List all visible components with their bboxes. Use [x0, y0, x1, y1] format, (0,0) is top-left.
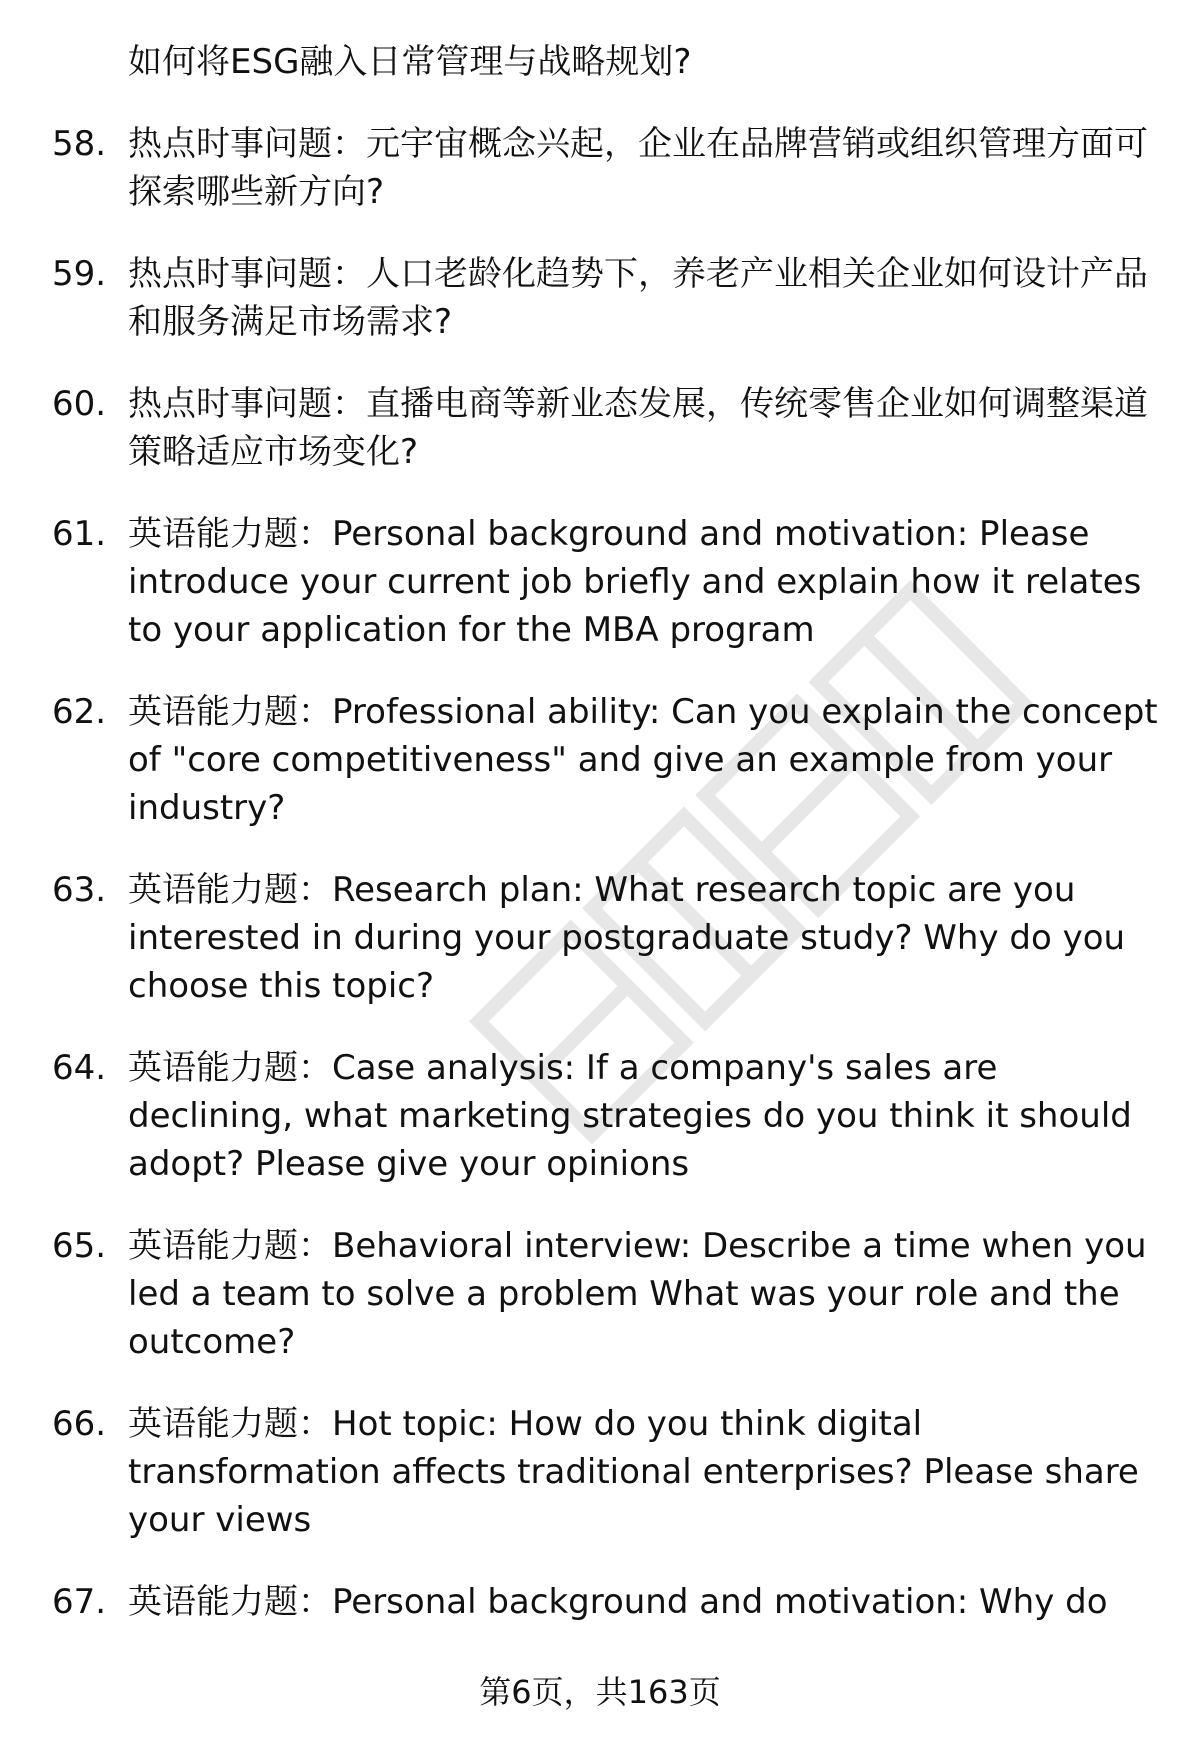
item-text: 热点时事问题：人口老龄化趋势下，养老产业相关企业如何设计产品和服务满足市场需求?	[128, 254, 1148, 342]
item-text: 英语能力题：Personal background and motivation: Please introduce your current job briefly and explain how it relates to your application for the MBA program	[128, 514, 1142, 650]
item-number: 61.	[52, 514, 107, 554]
item-number: 63.	[52, 870, 107, 910]
list-item	[0, 1578, 1200, 1626]
item-text: 英语能力题：Behavioral interview: Describe a time when you led a team to solve a problem What was your role and the outcome?	[128, 1226, 1147, 1362]
list-item	[0, 1400, 1200, 1544]
item-text: 英语能力题：Personal background and motivation: Why do	[128, 1582, 1108, 1622]
list-item	[0, 250, 1200, 346]
item-number: 64.	[52, 1048, 107, 1088]
list-item	[0, 510, 1200, 654]
item-number: 66.	[52, 1404, 107, 1444]
item-text: 热点时事问题：元宇宙概念兴起，企业在品牌营销或组织管理方面可探索哪些新方向?	[128, 124, 1148, 212]
item-text: 英语能力题：Research plan: What research topic are you interested in during your postgraduate study? Why do you choose this topic?	[128, 870, 1126, 1006]
item-text: 热点时事问题：直播电商等新业态发展，传统零售企业如何调整渠道策略适应市场变化?	[128, 384, 1148, 472]
item-number: 62.	[52, 692, 107, 732]
continued-question-text: 如何将ESG融入日常管理与战略规划?	[128, 42, 692, 82]
item-number: 58.	[52, 124, 107, 164]
page-footer: 第6页，共163页	[479, 1673, 721, 1711]
list-item	[0, 1044, 1200, 1188]
item-text: 英语能力题：Hot topic: How do you think digital transformation affects traditional enterprises? Please share your views	[128, 1404, 1139, 1540]
list-item	[0, 688, 1200, 832]
list-item	[0, 380, 1200, 476]
item-number: 65.	[52, 1226, 107, 1266]
item-text: 英语能力题：Professional ability: Can you explain the concept of "core competitiveness" and give an example from your industry?	[128, 692, 1158, 828]
list-item	[0, 120, 1200, 216]
item-number: 67.	[52, 1582, 107, 1622]
item-number: 59.	[52, 254, 107, 294]
item-number: 60.	[52, 384, 107, 424]
item-text: 英语能力题：Case analysis: If a company's sales are declining, what marketing strategies do you think it should adopt? Please give your opinions	[128, 1048, 1132, 1184]
list-item	[0, 866, 1200, 1010]
question-list	[0, 38, 1200, 1626]
list-item	[0, 1222, 1200, 1366]
